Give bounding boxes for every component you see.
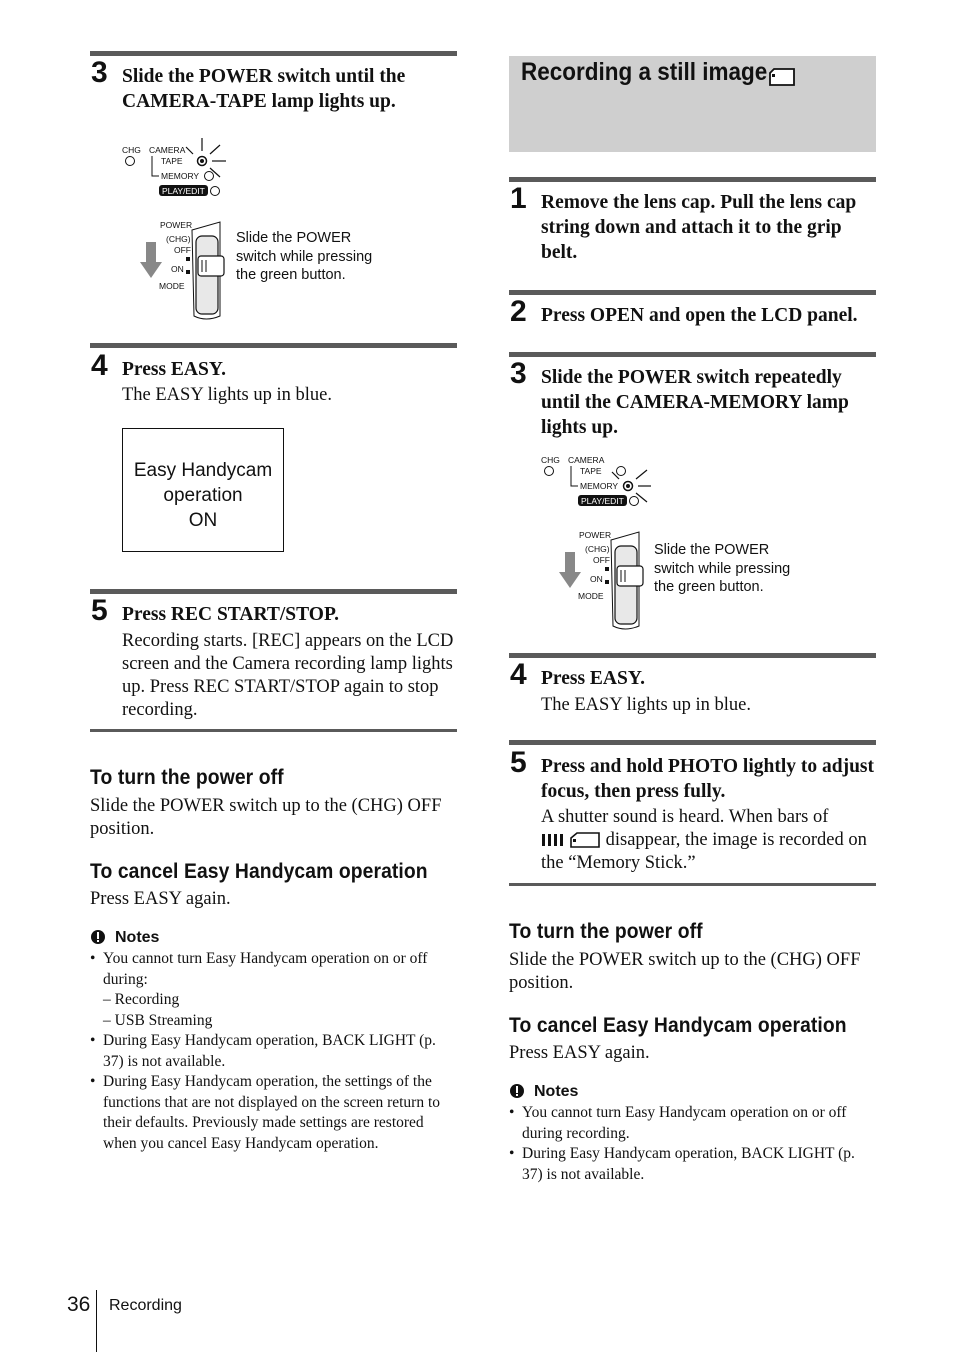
lamp-label-play-edit: PLAY/EDIT — [581, 496, 624, 506]
notes-list — [509, 1103, 876, 1185]
step-title: Slide the POWER switch repeatedly until the CAMERA-MEMORY lamp lights up. — [541, 367, 849, 438]
notes-icon — [90, 929, 106, 945]
switch-label-on: ON — [171, 264, 184, 274]
lamp-label-play-edit: PLAY/EDIT — [162, 186, 205, 196]
subheading: To cancel Easy Handycam operation — [90, 860, 428, 883]
step-title: Press and hold PHOTO lightly to adjust focus, then press fully. — [541, 756, 875, 802]
step-number: 3 — [510, 357, 527, 390]
section-banner — [509, 56, 876, 152]
paragraph: Slide the POWER switch up to the (CHG) OFF position. — [509, 950, 861, 993]
step-title: Press REC START/STOP. — [122, 604, 339, 625]
switch-label-power: POWER — [160, 220, 193, 230]
step-divider — [509, 290, 876, 295]
step-number: 5 — [91, 594, 108, 627]
switch-label-mode: MODE — [159, 281, 185, 291]
step-number: 5 — [510, 746, 527, 779]
lamp-indicator-diagram — [118, 132, 238, 204]
footer-divider — [96, 1290, 97, 1352]
step-divider — [90, 51, 457, 56]
note-item: • During Easy Handycam operation, the settings of the functions that are not displayed on the screen return to their defaults. Previously made settings are restored when you cancel Easy Handycam operation. — [90, 1073, 441, 1152]
figure-caption: Slide the POWER switch while pressing the green button. — [236, 230, 373, 283]
step-divider — [509, 653, 876, 658]
note-item: • You cannot turn Easy Handycam operation on or off during: — [90, 950, 428, 988]
lamp-label-memory: MEMORY — [161, 171, 200, 181]
note-subitem: – USB Streaming — [103, 1011, 213, 1029]
step-divider — [509, 352, 876, 357]
notes-heading: Notes — [115, 929, 160, 946]
step-divider — [509, 740, 876, 745]
lamp-label-chg: CHG — [541, 455, 560, 465]
lamp-label-tape: TAPE — [161, 156, 183, 166]
figure-caption: Slide the POWER switch while pressing the green button. — [654, 542, 791, 595]
lamp-label-tape: TAPE — [580, 466, 602, 476]
switch-label-chg: (CHG) — [585, 544, 610, 554]
switch-label-power: POWER — [579, 530, 612, 540]
note-item: • During Easy Handycam operation, BACK LIGHT (p. 37) is not available. — [90, 1032, 436, 1070]
step-body: The EASY lights up in blue. — [122, 385, 332, 405]
lcd-line: operation — [163, 485, 243, 506]
switch-label-chg: (CHG) — [166, 234, 191, 244]
paragraph: Press EASY again. — [509, 1043, 650, 1063]
lamp-label-memory: MEMORY — [580, 481, 619, 491]
lamp-label-chg: CHG — [122, 145, 141, 155]
lcd-line: ON — [188, 510, 218, 531]
power-switch-diagram — [140, 216, 232, 324]
memory-card-icon — [768, 67, 794, 85]
paragraph: Slide the POWER switch up to the (CHG) OFF position. — [90, 796, 442, 839]
footer-section: Recording — [109, 1297, 182, 1314]
step-title: Press OPEN and open the LCD panel. — [541, 305, 858, 326]
lamp-indicator-diagram — [537, 442, 657, 514]
note-item: • You cannot turn Easy Handycam operation on or off during recording. — [509, 1104, 847, 1142]
step-title: Remove the lens cap. Pull the lens cap string down and attach it to the grip belt. — [541, 192, 857, 263]
step-number: 2 — [510, 295, 527, 328]
note-item: • During Easy Handycam operation, BACK LIGHT (p. 37) is not available. — [509, 1145, 855, 1183]
paragraph: Press EASY again. — [90, 889, 231, 909]
switch-label-on: ON — [590, 574, 603, 584]
switch-label-mode: MODE — [578, 591, 604, 601]
battery-bars-icon — [541, 831, 601, 848]
switch-label-off: OFF — [174, 245, 191, 255]
step-title: Press EASY. — [541, 668, 646, 689]
step-body — [541, 806, 876, 875]
page-number: 36 — [67, 1293, 91, 1316]
step-body: The EASY lights up in blue. — [541, 695, 751, 715]
step-number: 4 — [91, 349, 108, 382]
power-switch-diagram — [559, 526, 651, 634]
notes-icon — [509, 1083, 525, 1099]
step-divider — [509, 883, 876, 886]
step-body-text: disappear, the image is recorded on the “Memory Stick.” — [541, 830, 867, 873]
step-divider — [90, 343, 457, 348]
step-title: Press EASY. — [122, 359, 227, 380]
step-divider — [90, 589, 457, 594]
step-title: Slide the POWER switch until the CAMERA-TAPE lamp lights up. — [122, 66, 406, 112]
step-body: Recording starts. [REC] appears on the LCD screen and the Camera recording lamp lights up. Press REC START/STOP again to stop recording. — [122, 631, 454, 720]
notes-list — [90, 949, 457, 1154]
lamp-label-camera: CAMERA — [149, 145, 186, 155]
subheading: To turn the power off — [90, 766, 284, 789]
lamp-label-camera: CAMERA — [568, 455, 605, 465]
switch-label-off: OFF — [593, 555, 610, 565]
step-divider — [90, 729, 457, 732]
section-title: Recording a still image — [521, 58, 768, 86]
step-number: 4 — [510, 658, 527, 691]
note-subitem: – Recording — [103, 991, 180, 1008]
lcd-screen-box — [122, 428, 284, 552]
step-body-text: A shutter sound is heard. When bars of — [541, 807, 829, 827]
subheading: To turn the power off — [509, 920, 703, 943]
notes-heading: Notes — [534, 1083, 579, 1100]
step-number: 3 — [91, 56, 108, 89]
step-divider — [509, 177, 876, 182]
step-number: 1 — [510, 182, 527, 215]
subheading: To cancel Easy Handycam operation — [509, 1014, 847, 1037]
lcd-line: Easy Handycam — [133, 460, 273, 481]
